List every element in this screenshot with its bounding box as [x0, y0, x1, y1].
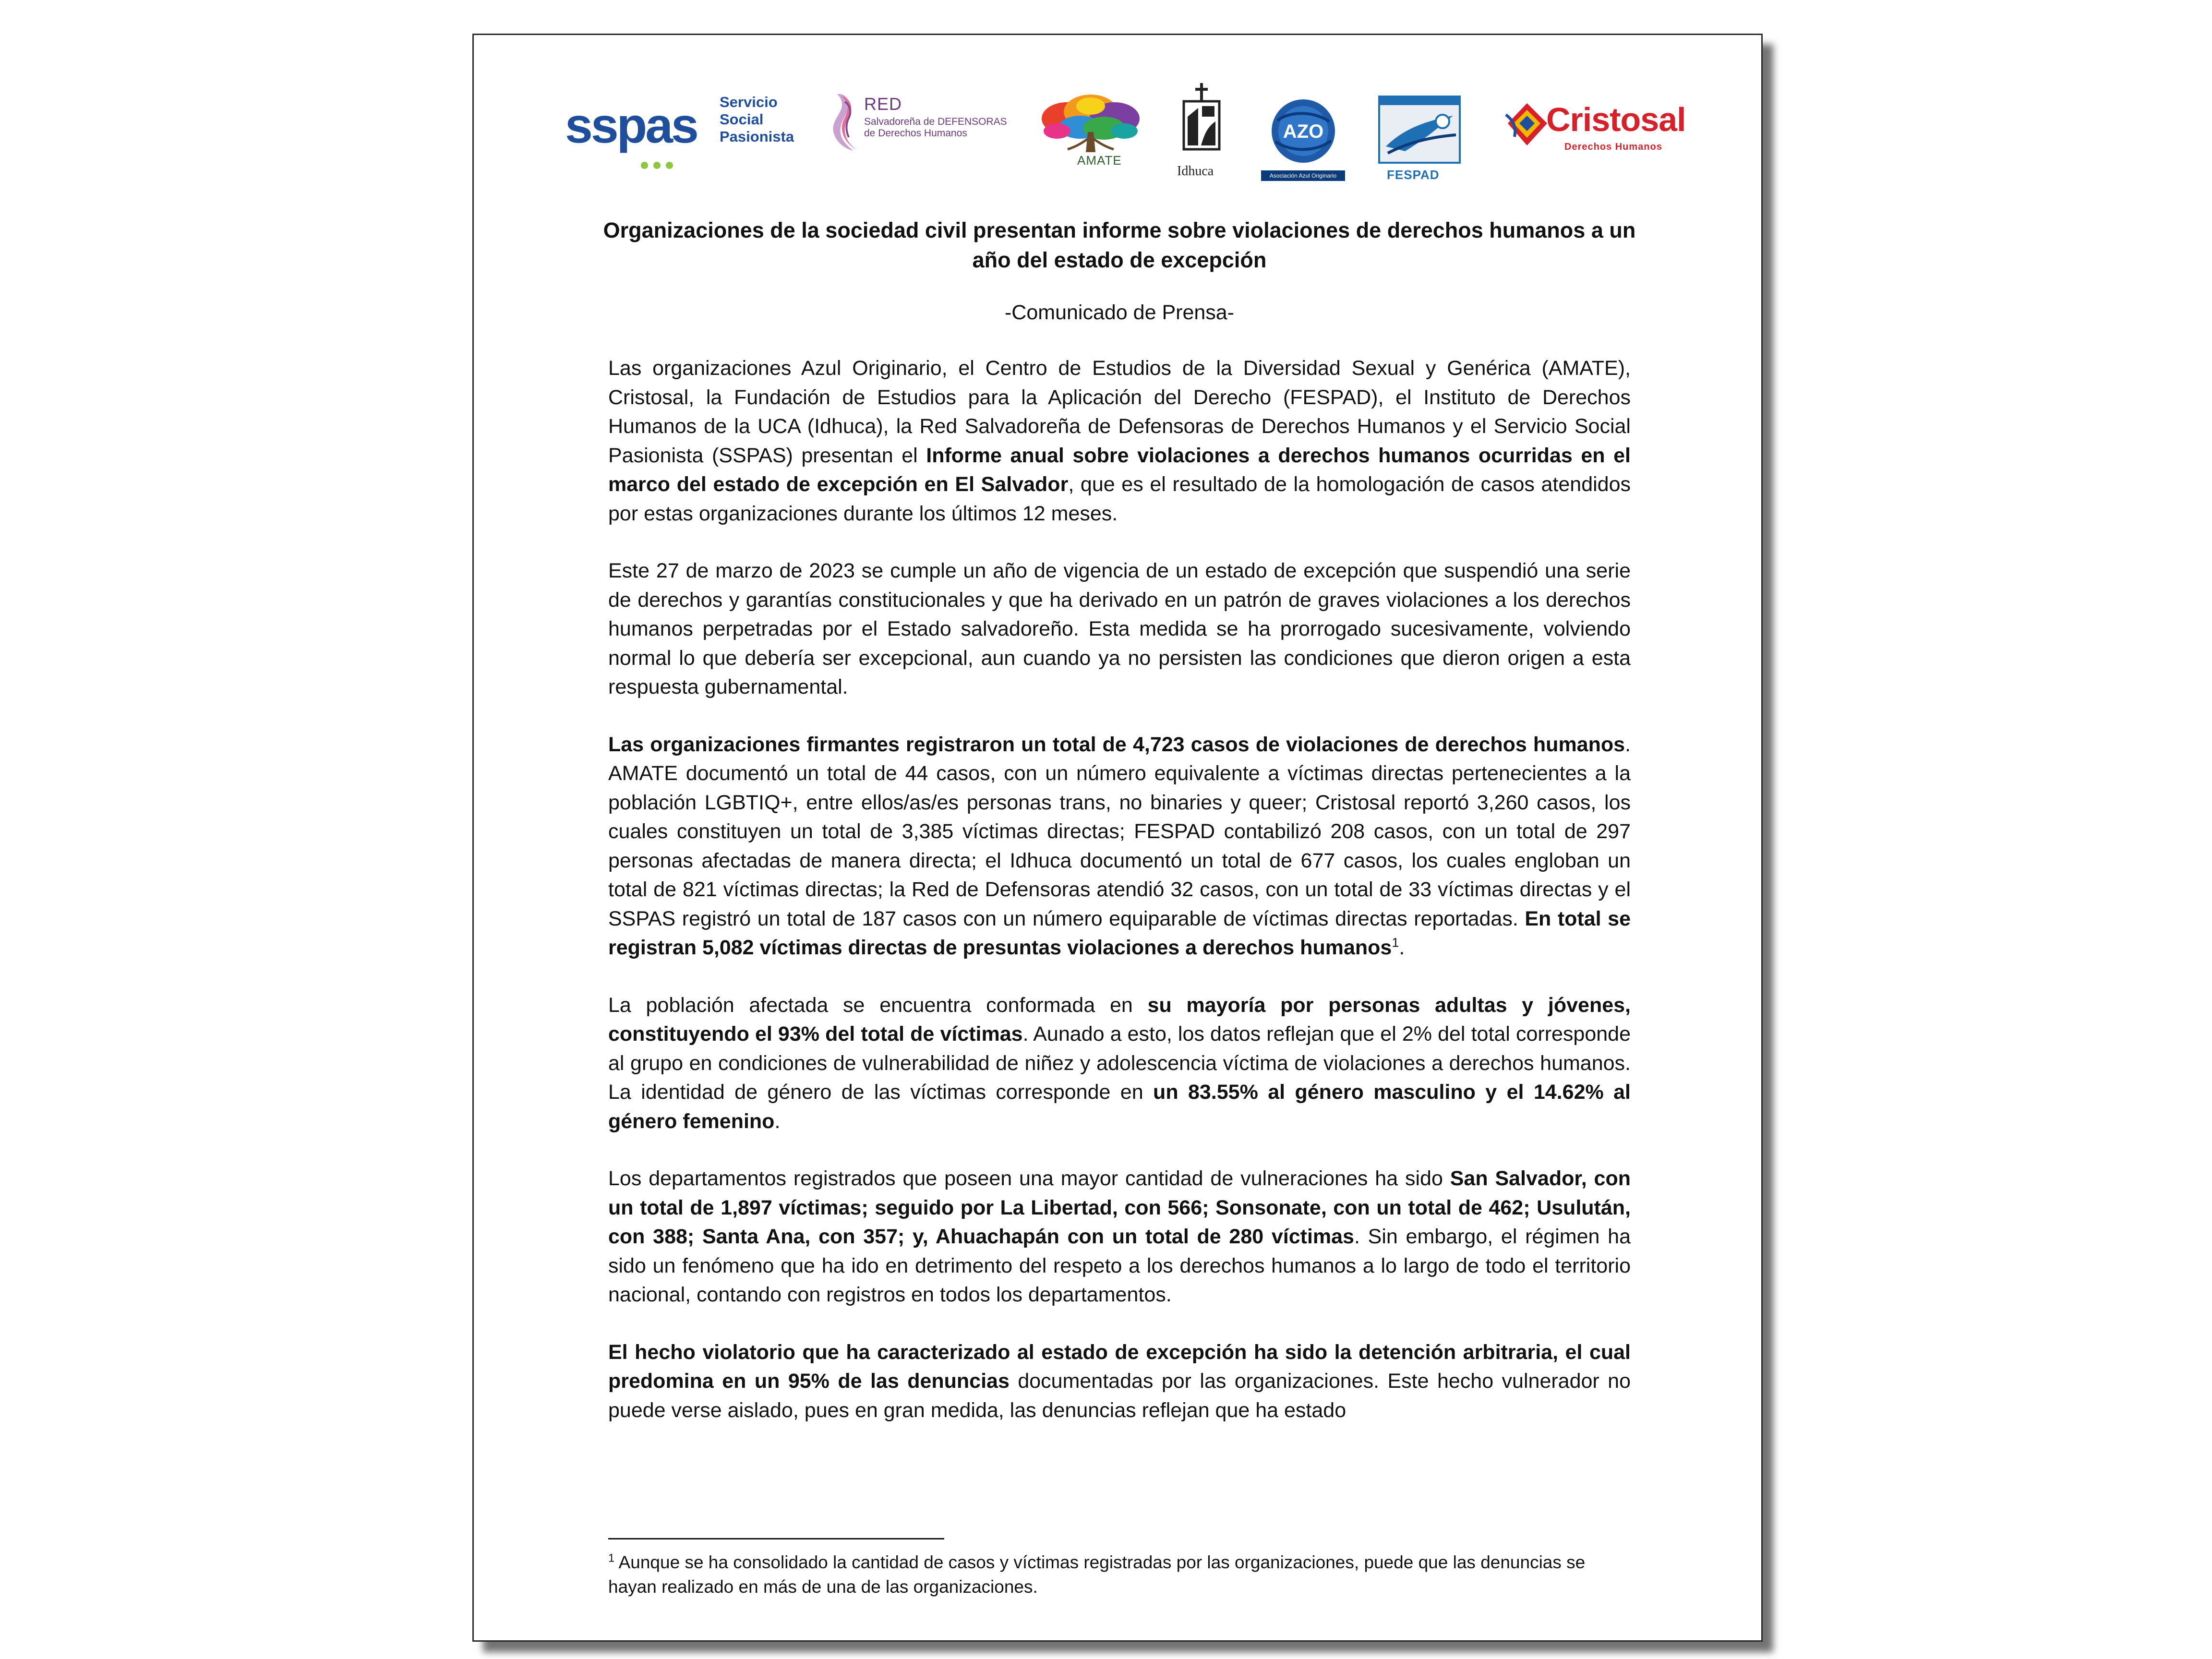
- document-subtitle: -Comunicado de Prensa-: [1004, 301, 1235, 324]
- fespad-logo: [1376, 94, 1463, 185]
- footnote: [608, 1550, 1631, 1599]
- amate-logo: [1038, 89, 1143, 180]
- p4-text-c: . Aunado a esto, los datos reflejan que el 2% del total corresponde al grupo en condiciones de vulnerabilidad de niñez y adolescencia víctima de violaciones a derechos humanos. La identidad de género de las víctimas corresponde en: [608, 1022, 1631, 1104]
- red-logo-sub-line1: Salvadoreña de DEFENSORAS: [864, 116, 1007, 127]
- idhuca-emblem-icon: [1179, 83, 1227, 160]
- p5-bold-departments: San Salvador, con un total de 1,897 víctimas; seguido por La Libertad, con 566; Sonsonate, con un total de 462; Usulután, con 388; Santa Ana, con 357; y, Ahuachapán con un total de 280 víctimas: [608, 1167, 1631, 1248]
- p1-text-a: Las organizaciones Azul Originario, el Centro de Estudios de la Diversidad Sexual y Genérica (AMATE), Cristosal, la Fundación de Estudios para la Aplicación del Derecho (FESPAD), el Instituto de Derechos Humanos de la UCA (Idhuca), la Red Salvadoreña de Defensoras de Derechos Humanos y el Servicio Social Pasionista (SSPAS) presentan el: [608, 357, 1631, 467]
- idhuca-logo: [1177, 83, 1230, 184]
- paragraph-1: [608, 354, 1631, 528]
- sspas-dots-icon: [641, 162, 678, 171]
- cristosal-logo-subtitle: Derechos Humanos: [1564, 142, 1662, 152]
- cristosal-logo-word: Cristosal: [1546, 101, 1686, 138]
- red-defensoras-logo: [827, 90, 1019, 186]
- sspas-logo-line2: Social: [720, 111, 764, 128]
- azul-originario-logo: [1261, 92, 1347, 183]
- footnote-text: Aunque se ha consolidado la cantidad de casos y víctimas registradas por las organizaciones, puede que las denuncias se hayan realizado en más de una de las organizaciones.: [608, 1552, 1586, 1597]
- svg-text:AZO: AZO: [1283, 121, 1324, 142]
- document-page: [472, 34, 1763, 1642]
- fespad-logo-word: FESPAD: [1387, 168, 1440, 182]
- logo-strip: [474, 35, 1761, 198]
- p6-text-b: documentadas por las organizaciones. Este hecho vulnerador no puede verse aislado, pues en gran medida, las denuncias reflejan que ha estado: [608, 1370, 1631, 1422]
- p3-bold-total-victims: En total se registran 5,082 víctimas directas de presuntas violaciones a derechos humanos: [608, 907, 1631, 959]
- p1-text-c: , que es el resultado de la homologación de casos atendidos por estas organizaciones durante los últimos 12 meses.: [608, 473, 1631, 525]
- p4-text-e: .: [774, 1109, 781, 1133]
- document-title: Organizaciones de la sociedad civil presentan informe sobre violaciones de derechos humanos a un año del estado de excepción: [603, 218, 1636, 272]
- amate-logo-word: AMATE: [1077, 153, 1122, 168]
- p3-bold-total-cases: Las organizaciones firmantes registraron un total de 4,723 casos de violaciones de derechos humanos: [608, 733, 1625, 756]
- p4-bold-adults: su mayoría por personas adultas y jóvenes, constituyendo el 93% del total de víctimas: [608, 993, 1631, 1046]
- paragraph-2: Este 27 de marzo de 2023 se cumple un año de vigencia de un estado de excepción que suspendió una serie de derechos y garantías constitucionales y que ha derivado en un patrón de graves violaciones a los derechos humanos perpetradas por el Estado salvadoreño. Esta medida se ha prorrogado sucesivamente, volviendo normal lo que debería ser excepcional, aun cuando ya no persisten las condiciones que dieron origen a esta respuesta gubernamental.: [608, 559, 1631, 698]
- p5-text-c: . Sin embargo, el régimen ha sido un fenómeno que ha ido en detrimento del respeto a los derechos humanos a lo largo de todo el territorio nacional, contando con registros en todos los departamentos.: [608, 1225, 1631, 1306]
- azul-globe-icon: [1261, 92, 1345, 168]
- azul-logo-caption: Asociación Azul Originario: [1261, 170, 1345, 181]
- p5-text-a: Los departamentos registrados que poseen una mayor cantidad de vulneraciones ha sido: [608, 1167, 1450, 1190]
- p3-text-d: .: [1399, 936, 1405, 959]
- red-logo-title: RED: [864, 94, 902, 114]
- sspas-logo-line1: Servicio: [720, 94, 778, 110]
- sspas-logo-subtitle: [720, 94, 794, 145]
- sspas-logo-word: sspas: [565, 98, 697, 154]
- paragraph-6: [608, 1338, 1631, 1425]
- footnote-ref[interactable]: 1: [1392, 935, 1399, 950]
- cristosal-emblem-icon: [1504, 96, 1550, 153]
- document-body: [608, 354, 1631, 1453]
- p4-bold-gender: un 83.55% al género masculino y el 14.62% al género femenino: [608, 1081, 1631, 1133]
- paragraph-4: [608, 991, 1631, 1136]
- fespad-emblem-icon: [1376, 94, 1463, 166]
- red-logo-sub-line2: de Derechos Humanos: [864, 128, 967, 139]
- cristosal-logo: [1504, 92, 1686, 183]
- footnote-number: 1: [608, 1551, 615, 1565]
- paragraph-3: [608, 730, 1631, 962]
- paragraph-5: [608, 1164, 1631, 1310]
- red-ribbon-icon: [827, 91, 865, 154]
- amate-tree-icon: [1038, 89, 1143, 156]
- footnote-divider: [608, 1538, 944, 1539]
- p3-text-b: . AMATE documentó un total de 44 casos, con un número equivalente a víctimas directas pertenecientes a la población LGBTIQ+, entre ellos/as/es personas trans, no binaries y queer; Cristosal reportó 3,260 casos, los cuales constituyen un total de 3,385 víctimas directas; FESPAD contabilizó 208 casos, con un total de 297 personas afectadas de manera directa; el Idhuca documentó un total de 677 casos, los cuales engloban un total de 821 víctimas directas; la Red de Defensoras atendió 32 casos, con un total de 33 víctimas directas y el SSPAS registró un total de 187 casos con un número equiparable de víctimas directas reportadas.: [608, 733, 1631, 930]
- sspas-logo-line3: Pasionista: [720, 128, 794, 145]
- sspas-logo: [565, 87, 794, 197]
- red-logo-subtitle: [864, 116, 1007, 139]
- p1-bold-report-title: Informe anual sobre violaciones a derechos humanos ocurridas en el marco del estado de excepción en El Salvador: [608, 444, 1631, 496]
- p6-bold-arbitrary-detention: El hecho violatorio que ha caracterizado al estado de excepción ha sido la detención arbitraria, el cual predomina en un 95% de las denuncias: [608, 1340, 1631, 1393]
- p4-text-a: La población afectada se encuentra conformada en: [608, 993, 1148, 1017]
- idhuca-logo-word: Idhuca: [1177, 164, 1214, 179]
